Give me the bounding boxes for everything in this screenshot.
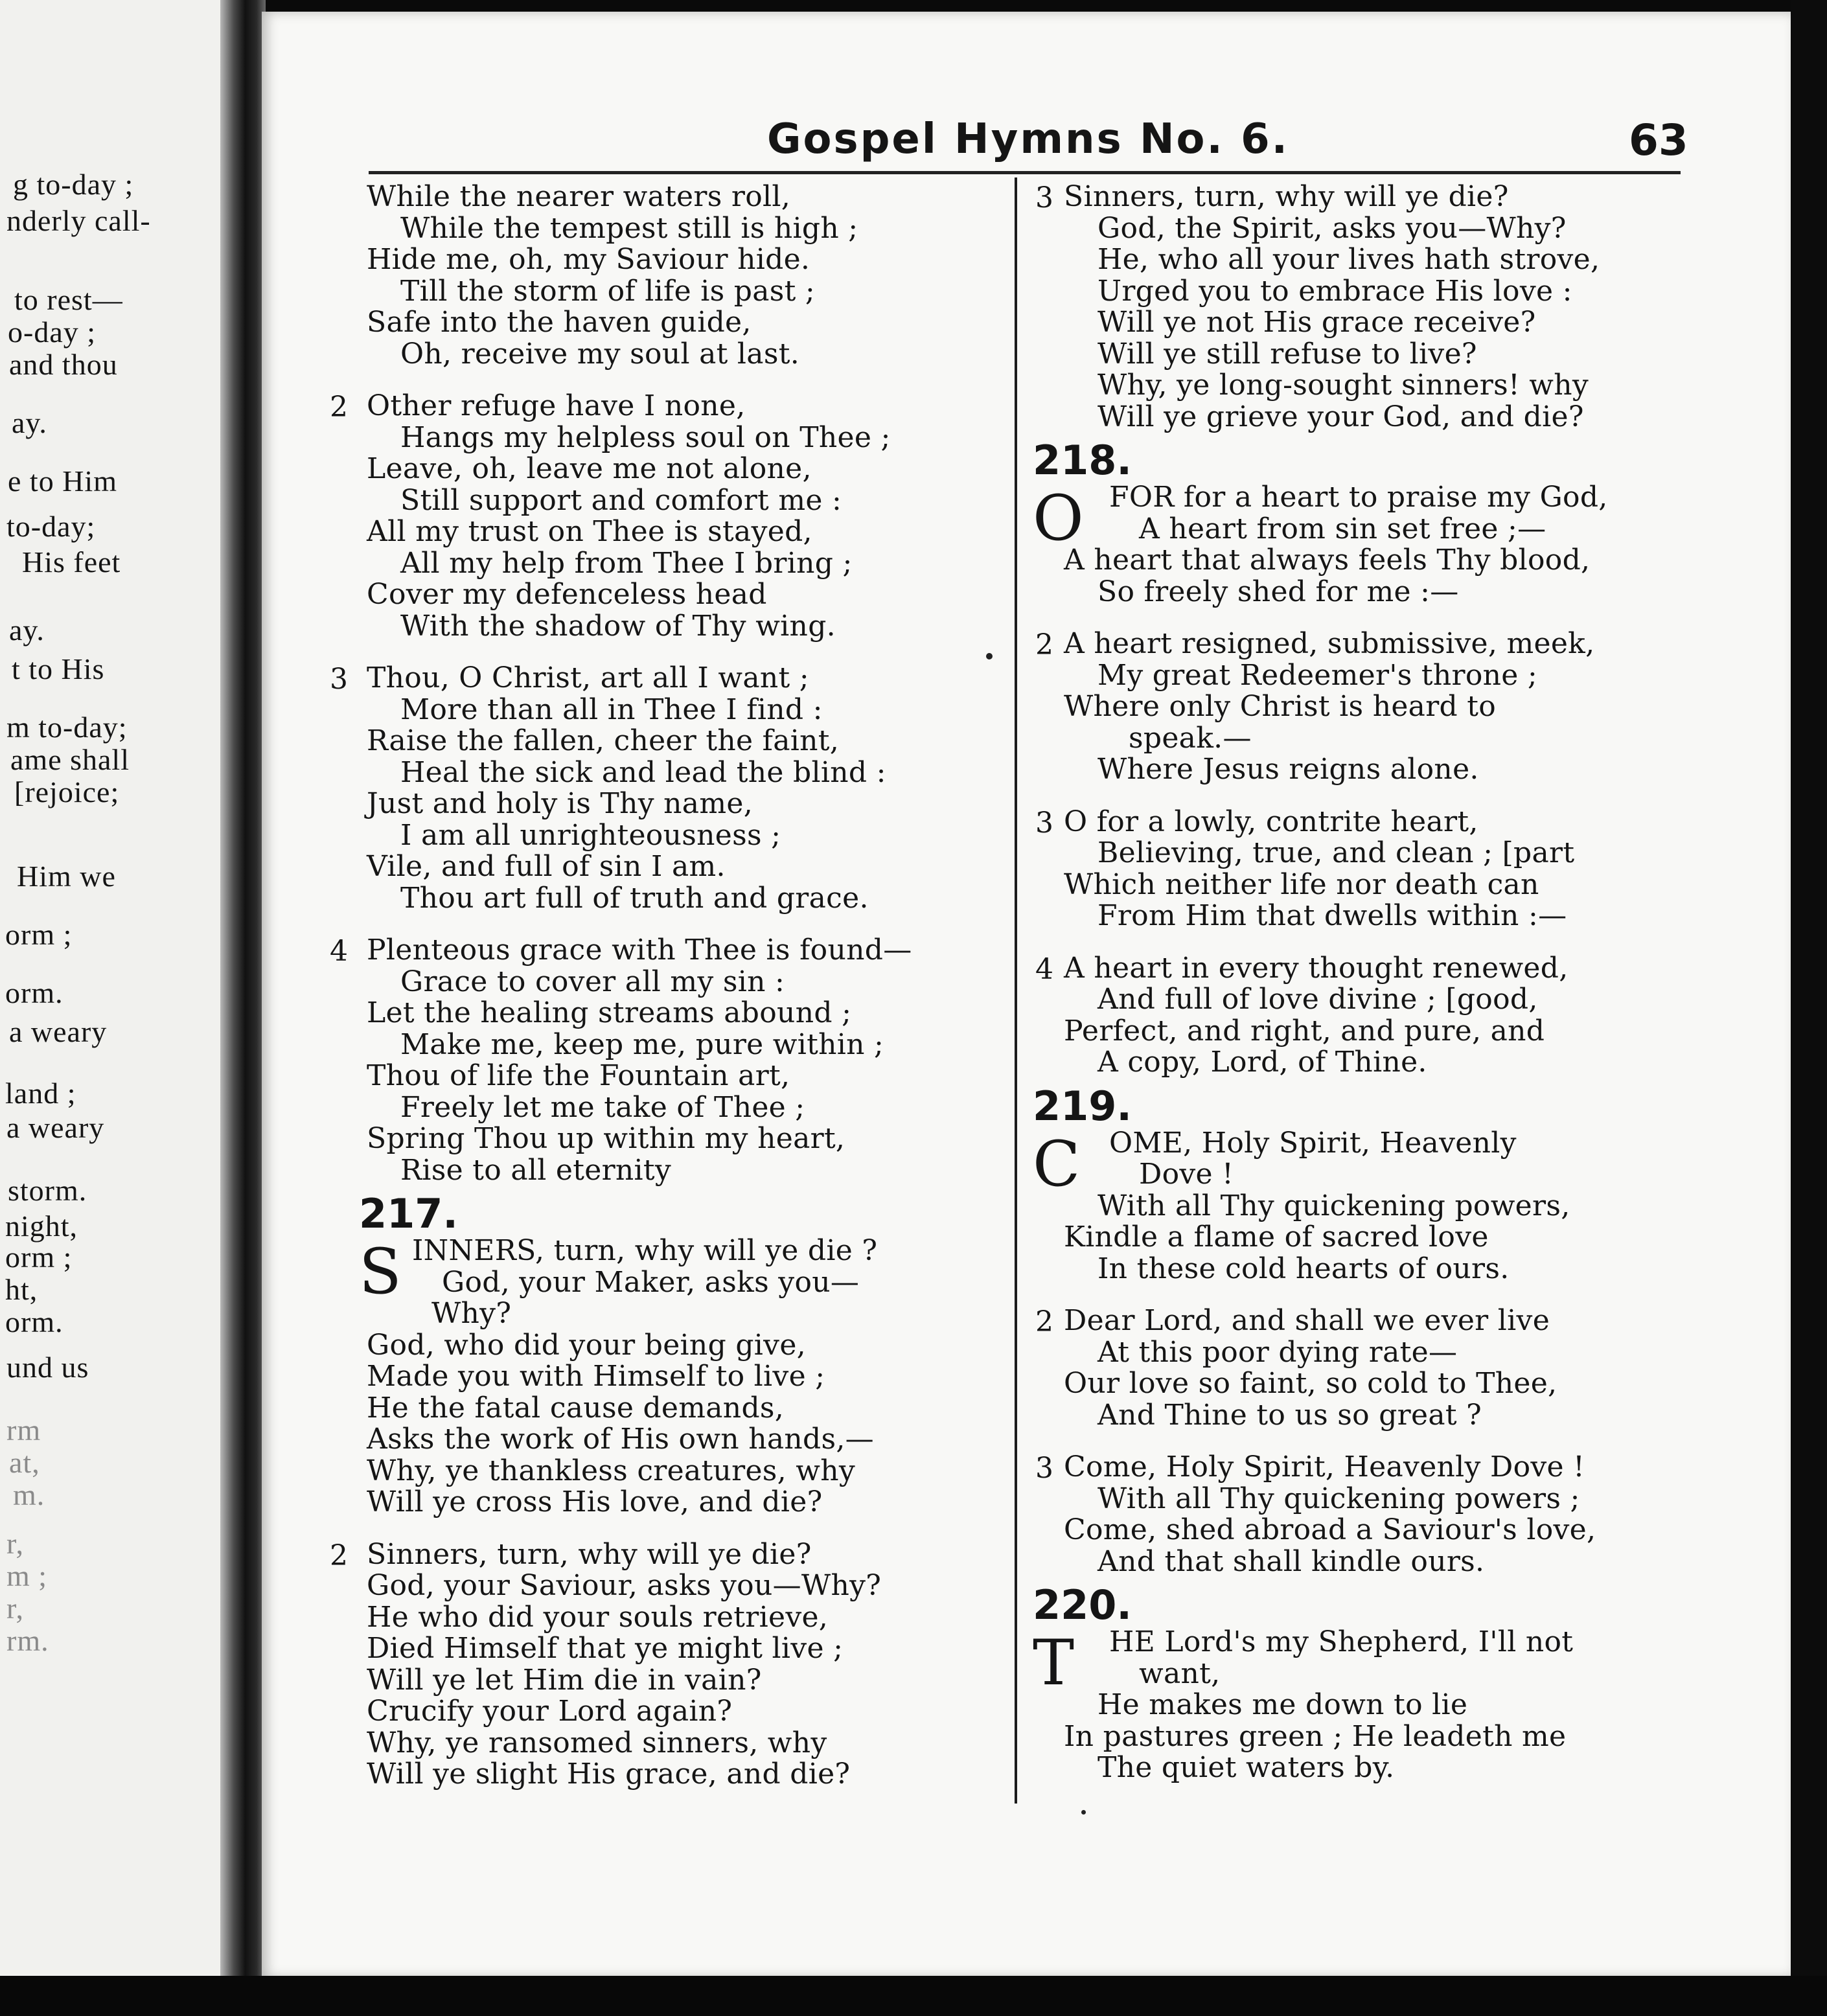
hymn-line: Will ye cross His love, and die?: [367, 1485, 823, 1518]
facing-page-left: [0, 0, 231, 1989]
hymn-line: Believing, true, and clean ; [part: [1097, 836, 1575, 869]
hymn-line: Sinners, turn, why will ye die?: [1064, 180, 1509, 213]
stanza-number: 2: [1035, 1305, 1053, 1338]
facing-page-text-fragment: orm.: [5, 1305, 63, 1338]
stanza-number: 3: [1035, 181, 1053, 214]
hymn-line: FOR for a heart to praise my God,: [1109, 481, 1608, 514]
book-page: [262, 12, 1791, 1978]
hymn-line: Thou, O Christ, art all I want ;: [367, 661, 809, 694]
hymn-line: Still support and comfort me :: [400, 483, 842, 517]
facing-page-text-fragment: orm.: [5, 976, 63, 1009]
facing-page-text-fragment: r,: [6, 1527, 24, 1560]
hymn-line: A heart in every thought renewed,: [1064, 951, 1568, 985]
book-binding: [220, 0, 266, 1982]
facing-page-text-fragment: ht,: [5, 1273, 38, 1306]
facing-page-text-fragment: and thou: [9, 348, 118, 381]
hymn-line: Let the healing streams abound ;: [367, 996, 852, 1029]
hymn-line: Cover my defenceless head: [367, 578, 767, 611]
stanza-number: 3: [1035, 806, 1053, 840]
drop-cap-letter: C: [1033, 1127, 1081, 1200]
scan-border-right: [1791, 0, 1827, 2016]
hymn-line: Raise the fallen, cheer the faint,: [367, 724, 840, 757]
hymn-number-219: 219.: [1033, 1082, 1132, 1130]
hymn-line: want,: [1139, 1656, 1221, 1690]
hymn-line: Leave, oh, leave me not alone,: [367, 452, 812, 485]
hymn-line: Crucify your Lord again?: [367, 1695, 733, 1728]
facing-page-text-fragment: m.: [13, 1478, 45, 1511]
hymn-218-stanza-2: [1033, 628, 1681, 786]
facing-page-text-fragment: orm ;: [5, 918, 73, 951]
hymn-line: Freely let me take of Thee ;: [400, 1090, 805, 1124]
hymn-line: Our love so faint, so cold to Thee,: [1064, 1367, 1557, 1400]
facing-page-text-fragment: r,: [6, 1592, 24, 1625]
hymn-line: Come, Holy Spirit, Heavenly Dove !: [1064, 1450, 1585, 1483]
hymn-number-217: 217.: [359, 1190, 458, 1237]
hymn-line: Sinners, turn, why will ye die?: [367, 1537, 812, 1571]
hymn-line: Dear Lord, and shall we ever live: [1064, 1304, 1550, 1337]
hymn-line: I am all unrighteousness ;: [400, 818, 781, 852]
hymn-line: God, who did your being give,: [367, 1328, 806, 1362]
stanza-2: [330, 389, 1007, 643]
hymn-line: A copy, Lord, of Thine.: [1097, 1046, 1427, 1079]
facing-page-text-fragment: nderly call-: [6, 204, 151, 237]
header-rule: [369, 171, 1681, 174]
hymn-line: Why, ye long-sought sinners! why: [1097, 369, 1589, 402]
facing-page-text-fragment: orm ;: [5, 1241, 73, 1274]
facing-page-text-fragment: o-day ;: [8, 315, 97, 349]
hymn-line: Made you with Himself to live ;: [367, 1360, 825, 1393]
hymn-line: Asks the work of His own hands,—: [367, 1423, 874, 1456]
hymn-line: He the fatal cause demands,: [367, 1391, 785, 1425]
hymn-line: Oh, receive my soul at last.: [400, 337, 799, 371]
stanza-4: [330, 934, 1007, 1187]
hymn-line: In these cold hearts of ours.: [1097, 1252, 1510, 1285]
scan-border-bottom: [0, 1976, 1827, 2016]
running-title: Gospel Hymns No. 6.: [767, 115, 1289, 163]
hymn-line: Died Himself that ye might live ;: [367, 1632, 844, 1665]
hymn-line: Will ye slight His grace, and die?: [367, 1758, 851, 1791]
hymn-line: OME, Holy Spirit, Heavenly: [1109, 1126, 1517, 1160]
hymn-line: Spring Thou up within my heart,: [367, 1122, 845, 1155]
stanza-number: 3: [330, 663, 348, 696]
hymn-line: God, your Maker, asks you—: [442, 1265, 860, 1299]
facing-page-text-fragment: to rest—: [14, 283, 123, 316]
page-header: [262, 12, 1791, 180]
facing-page-text-fragment: to-day;: [6, 510, 96, 543]
hymn-line: While the tempest still is high ;: [400, 211, 858, 245]
facing-page-text-fragment: e to Him: [8, 464, 117, 498]
hymn-217-stanza-2: [330, 1537, 1007, 1791]
hymn-219-stanza-3: [1033, 1452, 1681, 1577]
hymn-line: And full of love divine ; [good,: [1097, 983, 1538, 1016]
stanza-number: 4: [1035, 952, 1053, 986]
drop-cap-letter: O: [1033, 482, 1084, 555]
hymn-217-stanza-1: [359, 1235, 1007, 1518]
hymn-line: My great Redeemer's throne ;: [1097, 658, 1538, 692]
hymn-line: A heart resigned, submissive, meek,: [1064, 627, 1595, 660]
hymn-line: Will ye still refuse to live?: [1097, 337, 1477, 371]
hymn-line: And that shall kindle ours.: [1097, 1544, 1485, 1578]
hymn-line: From Him that dwells within :—: [1097, 899, 1567, 932]
hymn-line: speak.—: [1129, 721, 1252, 755]
hymn-line: He who did your souls retrieve,: [367, 1600, 829, 1634]
hymn-line: In pastures green ; He leadeth me: [1064, 1719, 1567, 1753]
hymn-line: God, your Saviour, asks you—Why?: [367, 1569, 882, 1602]
hymn-number-220: 220.: [1033, 1581, 1132, 1629]
right-column: [1033, 181, 1681, 1784]
hymn-line: Grace to cover all my sin :: [400, 965, 785, 998]
page-number: 63: [1629, 115, 1688, 165]
hymn-line: Where Jesus reigns alone.: [1097, 753, 1479, 786]
hymn-line: Make me, keep me, pure within ;: [400, 1027, 884, 1061]
print-speck: [1081, 1810, 1086, 1815]
hymn-line: Hide me, oh, my Saviour hide.: [367, 243, 810, 276]
hymn-line: God, the Spirit, asks you—Why?: [1097, 211, 1567, 245]
hymn-line: Thou of life the Fountain art,: [367, 1059, 790, 1092]
facing-page-text-fragment: storm.: [8, 1174, 87, 1207]
hymn-line: Why, ye thankless creatures, why: [367, 1454, 855, 1487]
hymn-line: While the nearer waters roll,: [367, 180, 791, 213]
hymn-line: Just and holy is Thy name,: [367, 787, 753, 820]
facing-page-text-fragment: Him we: [17, 860, 116, 893]
column-divider: [1015, 178, 1017, 1804]
hymn-line: Till the storm of life is past ;: [400, 274, 816, 308]
hymn-line: Why?: [431, 1297, 512, 1330]
hymn-217-stanza-3: [1033, 181, 1681, 433]
drop-cap-letter: S: [359, 1235, 402, 1308]
hymn-line: Urged you to embrace His love :: [1097, 274, 1572, 308]
hymn-line: Will ye grieve your God, and die?: [1097, 400, 1584, 433]
hymn-line: O for a lowly, contrite heart,: [1064, 805, 1478, 838]
hymn-line: With the shadow of Thy wing.: [400, 609, 836, 643]
facing-page-text-fragment: land ;: [5, 1077, 76, 1110]
hymn-line: Plenteous grace with Thee is found—: [367, 934, 912, 967]
hymn-218-stanza-1: [1033, 482, 1681, 608]
hymn-line: A heart from sin set free ;—: [1139, 512, 1546, 545]
hymn-line: All my trust on Thee is stayed,: [367, 515, 812, 548]
hymn-line: Vile, and full of sin I am.: [367, 850, 726, 883]
stanza-number: 2: [330, 1539, 348, 1572]
facing-page-text-fragment: [rejoice;: [14, 775, 120, 808]
hymn-220-stanza-1: [1033, 1627, 1681, 1784]
hymn-line: The quiet waters by.: [1097, 1751, 1395, 1784]
hymn-line: Hangs my helpless soul on Thee ;: [400, 420, 891, 454]
facing-page-text-fragment: rm.: [6, 1624, 49, 1657]
hymn-line: Other refuge have I none,: [367, 389, 746, 422]
hymn-line: Dove !: [1139, 1158, 1234, 1191]
print-speck: [986, 653, 993, 659]
hymn-line: INNERS, turn, why will ye die ?: [412, 1234, 878, 1267]
hymn-line: Perfect, and right, and pure, and: [1064, 1014, 1545, 1048]
hymn-line: Safe into the haven guide,: [367, 306, 752, 339]
facing-page-text-fragment: m to-day;: [6, 711, 128, 744]
stanza-number: 2: [1035, 628, 1053, 661]
hymn-line: Why, ye ransomed sinners, why: [367, 1726, 827, 1759]
hymn-line: Will ye let Him die in vain?: [367, 1663, 762, 1697]
facing-page-text-fragment: ay.: [12, 406, 47, 439]
hymn-line: He makes me down to lie: [1097, 1688, 1468, 1721]
stanza-continued: [359, 181, 1007, 370]
hymn-line: Kindle a flame of sacred love: [1064, 1220, 1489, 1254]
hymn-line: All my help from Thee I bring ;: [400, 546, 853, 580]
stanza-number: 4: [330, 935, 348, 968]
facing-page-text-fragment: ame shall: [10, 743, 130, 776]
hymn-line: He, who all your lives hath strove,: [1097, 243, 1600, 276]
hymn-line: With all Thy quickening powers ;: [1097, 1482, 1580, 1515]
hymn-line: So freely shed for me :—: [1097, 575, 1459, 608]
facing-page-text-fragment: a weary: [6, 1111, 105, 1144]
drop-cap-letter: T: [1033, 1627, 1075, 1699]
hymn-219-stanza-1: [1033, 1128, 1681, 1285]
hymn-line: HE Lord's my Shepherd, I'll not: [1109, 1625, 1574, 1658]
hymn-line: Where only Christ is heard to: [1064, 690, 1497, 723]
stanza-number: 3: [1035, 1452, 1053, 1485]
hymn-218-stanza-3: [1033, 807, 1681, 932]
hymn-218-stanza-4: [1033, 953, 1681, 1079]
hymn-line: Rise to all eternity: [400, 1153, 672, 1187]
hymn-number-218: 218.: [1033, 437, 1132, 484]
facing-page-text-fragment: m ;: [6, 1559, 48, 1592]
hymn-line: Will ye not His grace receive?: [1097, 306, 1536, 339]
stanza-number: 2: [330, 391, 348, 424]
facing-page-text-fragment: at,: [9, 1446, 40, 1479]
facing-page-text-fragment: a weary: [9, 1015, 108, 1048]
hymn-line: A heart that always feels Thy blood,: [1064, 544, 1591, 577]
facing-page-text-fragment: ay.: [9, 613, 45, 647]
facing-page-text-fragment: rm: [6, 1414, 41, 1447]
hymn-line: Thou art full of truth and grace.: [400, 881, 869, 915]
facing-page-text-fragment: g to-day ;: [13, 168, 134, 201]
facing-page-text-fragment: night,: [5, 1209, 78, 1243]
hymn-219-stanza-2: [1033, 1305, 1681, 1431]
hymn-line: More than all in Thee I find :: [400, 693, 823, 726]
hymn-line: And Thine to us so great ?: [1097, 1398, 1482, 1432]
stanza-3: [330, 661, 1007, 915]
left-column: [330, 180, 1007, 1791]
facing-page-text-fragment: His feet: [22, 545, 121, 578]
hymn-line: Come, shed abroad a Saviour's love,: [1064, 1513, 1596, 1546]
hymn-line: With all Thy quickening powers,: [1097, 1189, 1570, 1222]
hymn-line: Heal the sick and lead the blind :: [400, 755, 886, 789]
facing-page-text-fragment: t to His: [12, 652, 105, 685]
hymn-line: At this poor dying rate—: [1097, 1335, 1458, 1369]
hymn-line: Which neither life nor death can: [1064, 867, 1539, 901]
facing-page-text-fragment: und us: [6, 1351, 89, 1384]
